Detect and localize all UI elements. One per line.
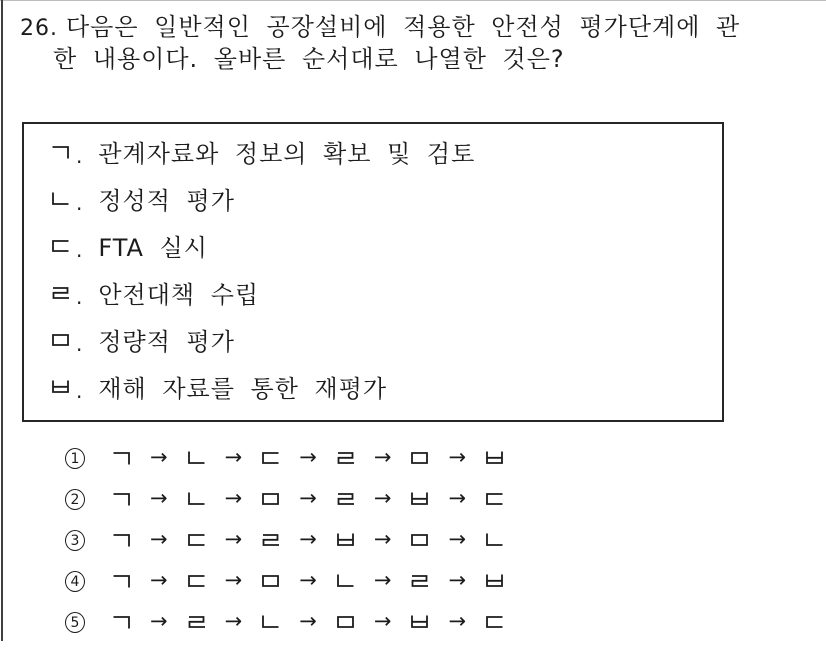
arrow-right-icon: →: [150, 608, 168, 633]
jamo-giyeok-icon: [111, 492, 132, 506]
arrow-right-icon: →: [373, 444, 392, 469]
arrow-right-icon: →: [150, 567, 168, 592]
arrow-right-icon: →: [373, 567, 392, 592]
page-top-edge-line: [0, 0, 826, 1]
jamo-mieum-icon: [409, 451, 430, 465]
arrow-right-icon: →: [299, 444, 317, 469]
arrow-right-icon: →: [299, 608, 317, 633]
choice-option-3[interactable]: [65, 528, 514, 552]
jamo-giyeok-icon: [111, 451, 132, 465]
items-box-list: [24, 128, 722, 410]
choice-option-2[interactable]: [65, 487, 514, 511]
jamo-digeut-icon: [484, 615, 505, 629]
jamo-digeut-icon: [50, 239, 71, 253]
question-block: [20, 12, 815, 75]
jamo-rieul-icon: [409, 574, 430, 588]
arrow-right-icon: →: [448, 567, 467, 592]
jamo-bieup-icon: [484, 574, 505, 588]
list-item-text: 정량적 평가: [98, 328, 235, 356]
jamo-digeut-icon: [484, 492, 505, 506]
question-text-line2: 한 내용이다. 올바른 순서대로 나열한 것은?: [53, 45, 565, 73]
choice-number-badge: 3: [65, 530, 85, 551]
jamo-mieum-icon: [260, 492, 281, 506]
jamo-giyeok-icon: [50, 145, 71, 159]
marker-period: .: [76, 190, 84, 215]
jamo-nieun-icon: [335, 574, 356, 588]
arrow-right-icon: →: [150, 444, 168, 469]
arrow-right-icon: →: [299, 567, 317, 592]
arrow-right-icon: →: [150, 485, 168, 510]
arrow-right-icon: →: [448, 526, 467, 551]
jamo-mieum-icon: [335, 615, 356, 629]
arrow-right-icon: →: [150, 526, 168, 551]
choice-option-1[interactable]: [65, 446, 514, 470]
jamo-rieul-icon: [335, 451, 356, 465]
jamo-bieup-icon: [50, 380, 71, 394]
question-number: 26.: [20, 16, 58, 41]
arrow-right-icon: →: [299, 485, 317, 510]
list-item-text: 정성적 평가: [98, 187, 235, 215]
jamo-nieun-icon: [186, 492, 207, 506]
arrow-right-icon: →: [299, 526, 317, 551]
arrow-right-icon: →: [224, 526, 243, 551]
list-item: [24, 363, 722, 410]
list-item: [24, 128, 722, 175]
jamo-digeut-icon: [260, 451, 281, 465]
arrow-right-icon: →: [224, 567, 243, 592]
jamo-rieul-icon: [50, 286, 71, 300]
arrow-right-icon: →: [448, 444, 467, 469]
jamo-rieul-icon: [260, 533, 281, 547]
jamo-digeut-icon: [186, 533, 207, 547]
marker-period: .: [76, 331, 84, 356]
jamo-nieun-icon: [260, 615, 281, 629]
arrow-right-icon: →: [224, 444, 243, 469]
jamo-nieun-icon: [484, 533, 505, 547]
jamo-bieup-icon: [409, 492, 430, 506]
marker-period: .: [76, 237, 84, 262]
list-item: [24, 269, 722, 316]
jamo-bieup-icon: [335, 533, 356, 547]
arrow-right-icon: →: [224, 608, 243, 633]
question-text-line1: 다음은 일반적인 공장설비에 적용한 안전성 평가단계에 관: [66, 13, 741, 41]
jamo-giyeok-icon: [111, 615, 132, 629]
arrow-right-icon: →: [373, 485, 392, 510]
choice-option-5[interactable]: [65, 610, 514, 634]
arrow-right-icon: →: [373, 608, 392, 633]
jamo-giyeok-icon: [111, 574, 132, 588]
arrow-right-icon: →: [448, 485, 467, 510]
list-item-text: 재해 자료를 통한 재평가: [98, 375, 388, 403]
arrow-right-icon: →: [224, 485, 243, 510]
question-line-1: [20, 12, 815, 44]
list-item: [24, 222, 722, 269]
list-item-text: FTA 실시: [98, 234, 208, 262]
jamo-rieul-icon: [335, 492, 356, 506]
jamo-bieup-icon: [409, 615, 430, 629]
list-item-text: 안전대책 수립: [98, 281, 260, 309]
marker-period: .: [76, 284, 84, 309]
items-box: [22, 122, 724, 422]
jamo-bieup-icon: [484, 451, 505, 465]
jamo-rieul-icon: [186, 615, 207, 629]
choice-option-4[interactable]: [65, 569, 514, 593]
list-item: [24, 175, 722, 222]
choice-number-badge: 2: [65, 489, 85, 510]
arrow-right-icon: →: [373, 526, 392, 551]
marker-period: .: [76, 143, 84, 168]
jamo-mieum-icon: [409, 533, 430, 547]
list-item: [24, 316, 722, 363]
jamo-nieun-icon: [186, 451, 207, 465]
jamo-nieun-icon: [50, 192, 71, 206]
marker-period: .: [76, 378, 84, 403]
list-item-text: 관계자료와 정보의 확보 및 검토: [98, 140, 476, 168]
choice-number-badge: 5: [65, 612, 85, 633]
jamo-giyeok-icon: [111, 533, 132, 547]
choice-number-badge: 1: [65, 448, 85, 469]
arrow-right-icon: →: [448, 608, 467, 633]
choice-number-badge: 4: [65, 571, 85, 592]
column-divider-line: [1, 0, 3, 641]
jamo-mieum-icon: [50, 333, 71, 347]
jamo-digeut-icon: [186, 574, 207, 588]
jamo-mieum-icon: [260, 574, 281, 588]
answer-choices: [65, 446, 514, 651]
